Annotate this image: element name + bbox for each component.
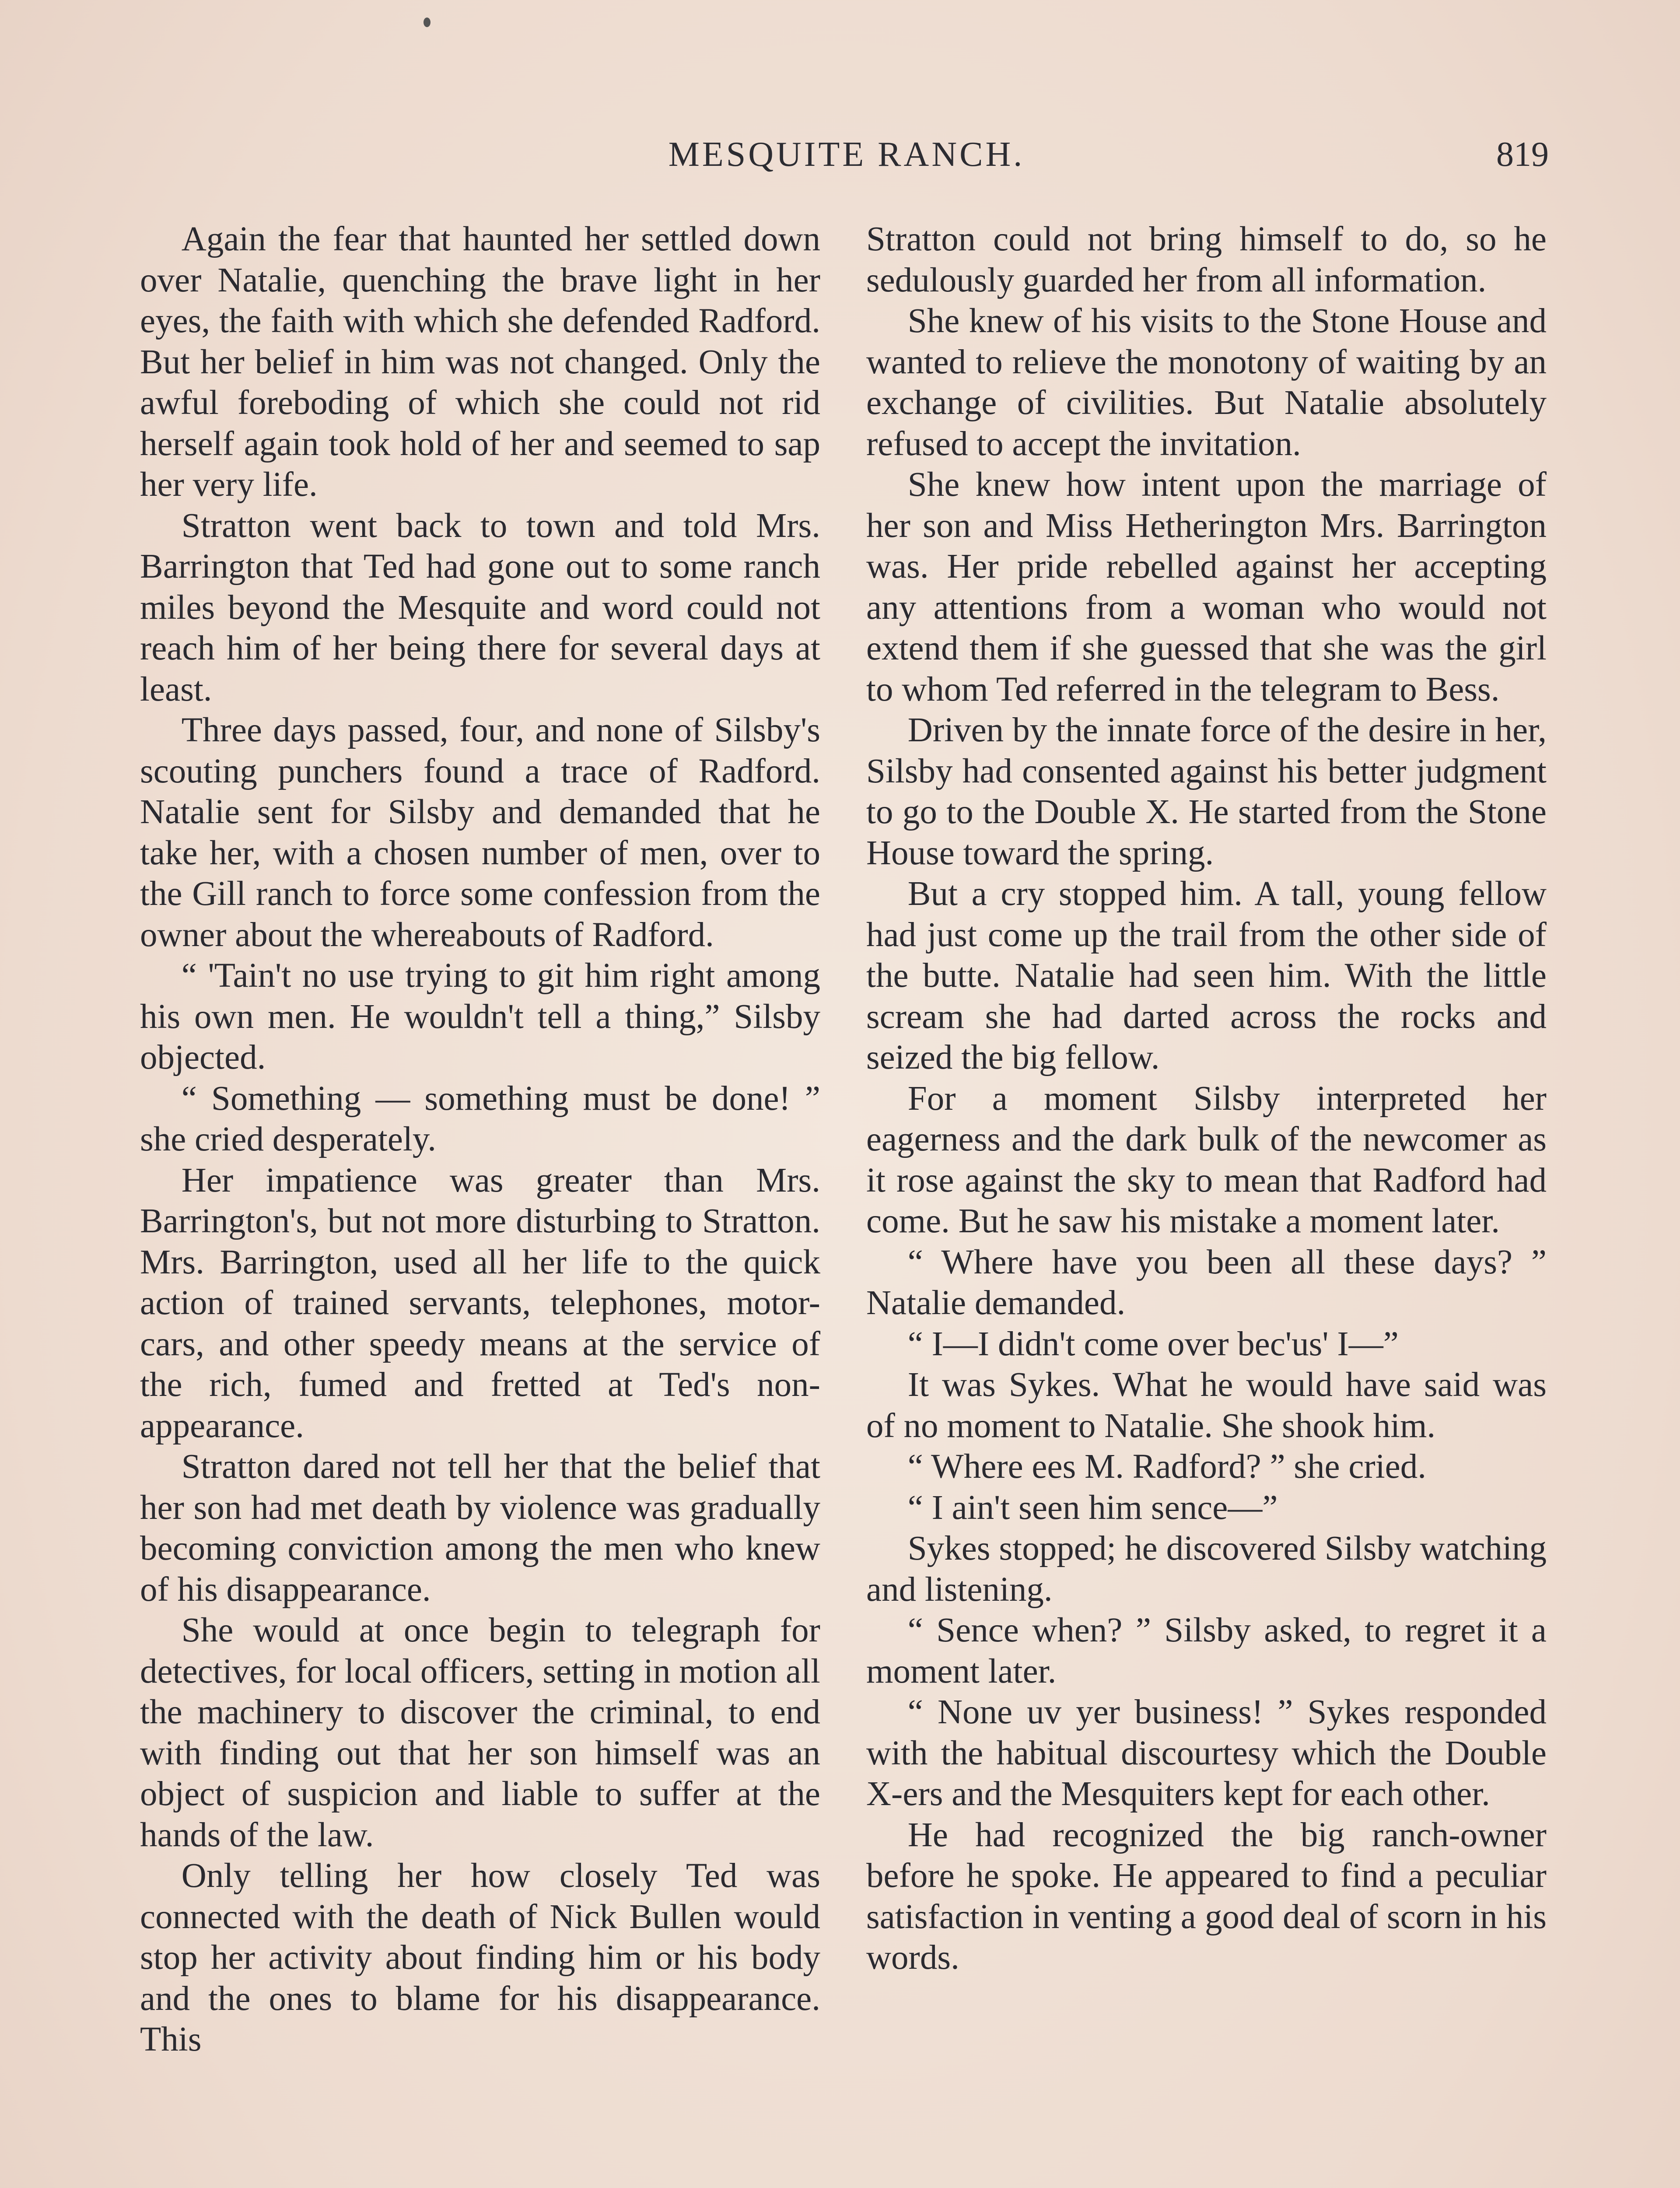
paragraph: She knew of his visits to the Stone House and wanted to relieve the monotony of waiting by an exchange of civilities. But Natalie absolutely refused to accept the invitation. (866, 302, 1547, 463)
paragraph: Sykes stopped; he discovered Silsby watching and listening. (866, 1529, 1547, 1609)
page-header (144, 130, 1549, 179)
paragraph: “ I ain't seen him sence—” (907, 1488, 1278, 1527)
left-column (140, 219, 820, 2060)
paragraph: Again the fear that haunted her settled down over Natalie, quenching the brave light in her eyes, the faith with which she defended Radford. But her belief in him was not changed. Only the awful foreboding of which she could not rid herself again took hold of her and seemed to sap her very life. (140, 220, 820, 504)
paragraph: Stratton dared not tell her that the belief that her son had met death by violence was gradually becoming conviction among the men who knew of his disappearance. (140, 1448, 820, 1609)
paragraph: It was Sykes. What he would have said was of no moment to Natalie. She shook him. (866, 1366, 1547, 1445)
paragraph: Driven by the innate force of the desire in her, Silsby had consented against his better judgment to go to the Double X. He started from the Stone House toward the spring. (866, 711, 1547, 872)
paragraph: He had recognized the big ranch-owner before he spoke. He appeared to find a peculiar satisfaction in venting a good deal of scorn in his words. (866, 1816, 1547, 1977)
right-column (866, 219, 1547, 1978)
paragraph: “ Where have you been all these days? ” Natalie demanded. (866, 1243, 1547, 1322)
paragraph: Her impatience was greater than Mrs. Barrington's, but not more disturbing to Stratton. Mrs. Barrington, used all her life to the quick action of trained servants, telephones, motor-cars, and other speedy means at the service of the rich, fumed and fretted at Ted's non-appearance. (140, 1161, 820, 1445)
paragraph: Stratton went back to town and told Mrs. Barrington that Ted had gone out to some ranch miles beyond the Mesquite and word could not reach him of her being there for several days at least. (140, 506, 820, 708)
paragraph-continued: Stratton could not bring himself to do, so he sedulously guarded her from all information. (866, 220, 1547, 299)
paragraph: Only telling her how closely Ted was connected with the death of Nick Bullen would stop her activity about finding him or his body and the ones to blame for his disappearance. This (140, 1857, 820, 2058)
running-head: MESQUITE RANCH. (668, 135, 1025, 174)
paragraph: “ I—I didn't come over bec'us' I—” (907, 1325, 1399, 1363)
paragraph: But a cry stopped him. A tall, young fellow had just come up the trail from the other side of the butte. Natalie had seen him. With the little scream she had darted across the rocks and seized the big fellow. (866, 875, 1547, 1076)
paragraph: “ None uv yer business! ” Sykes responded with the habitual discourtesy which the Double X-ers and the Mesquiters kept for each other. (866, 1693, 1547, 1813)
paragraph: “ 'Tain't no use trying to git him right among his own men. He wouldn't tell a thing,” Silsby objected. (140, 957, 820, 1076)
page-number: 819 (1496, 135, 1549, 174)
paragraph: Three days passed, four, and none of Silsby's scouting punchers found a trace of Radford. Natalie sent for Silsby and demanded that he take her, with a chosen number of men, over to the Gill ranch to force some confession from the owner about the whereabouts of Radford. (140, 711, 820, 954)
paragraph: “ Something — something must be done! ” she cried desperately. (140, 1079, 820, 1158)
ink-speck (424, 18, 430, 27)
paragraph: “ Where ees M. Radford? ” she cried. (907, 1448, 1426, 1486)
paragraph: She would at once begin to telegraph for detectives, for local officers, setting in motion all the machinery to discover the criminal, to end with finding out that her son himself was an object of suspicion and liable to suffer at the hands of the law. (140, 1611, 820, 1854)
paragraph: For a moment Silsby interpreted her eagerness and the dark bulk of the newcomer as it rose against the sky to mean that Radford had come. But he saw his mistake a moment later. (866, 1079, 1547, 1240)
paragraph: She knew how intent upon the marriage of her son and Miss Hetherington Mrs. Barrington was. Her pride rebelled against her accepting any attentions from a woman who would not extend them if she guessed that she was the girl to whom Ted referred in the telegram to Bess. (866, 466, 1547, 708)
paragraph: “ Sence when? ” Silsby asked, to regret it a moment later. (866, 1611, 1547, 1690)
